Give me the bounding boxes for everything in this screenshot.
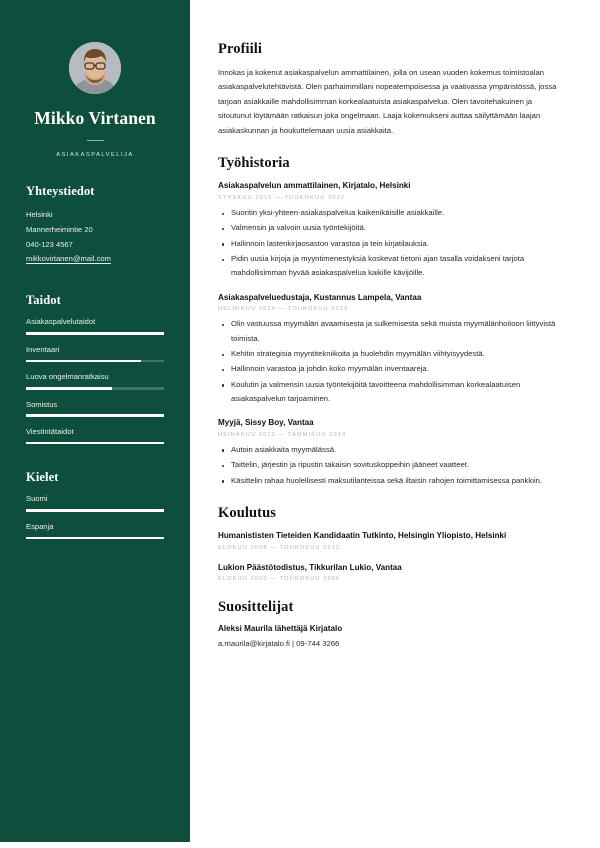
- education-entry: [218, 562, 564, 583]
- work-entry-bullets: [218, 317, 564, 406]
- work-entry-title: Asiakaspalvelun ammattilainen, Kirjatalo, Helsinki: [218, 181, 411, 191]
- profile-photo-icon: [69, 42, 121, 94]
- work-entry-bullets: [218, 206, 564, 281]
- profile-section: [218, 41, 564, 138]
- bullet-item: Valmensin ja valvoin uusia työntekijöitä.: [218, 221, 564, 235]
- reference-contact[interactable]: a.maurila@kirjatalo.fi | 09-744 3266: [218, 639, 340, 649]
- main-content: [190, 0, 600, 848]
- work-entry-title: Myyjä, Sissy Boy, Vantaa: [218, 418, 314, 428]
- skill-bar-track: [26, 414, 164, 417]
- education-entry-title: Humanististen Tieteiden Kandidaatin Tutkinto, Helsingin Yliopisto, Helsinki: [218, 530, 507, 540]
- work-section: [218, 155, 564, 488]
- education-heading: Koulutus: [218, 504, 277, 521]
- work-entry: [218, 292, 564, 407]
- work-heading: Työhistoria: [218, 155, 290, 172]
- education-entry-date: ELOKUU 2000 — TOUKOKUU 2006: [218, 576, 341, 583]
- skills-list: [26, 317, 164, 444]
- language-bar-track: [26, 509, 164, 512]
- name-divider: [87, 140, 104, 141]
- bullet-item: Olin vastuussa myymälän avaamisesta ja sulkemisesta sekä muista myymälänhoitoon liittyvistä toimista.: [218, 317, 564, 346]
- skill-bar-track: [26, 387, 164, 390]
- skill-bar-fill: [26, 442, 164, 445]
- skills-section: [26, 293, 164, 444]
- bullet-item: Autoin asiakkaita myymälässä.: [218, 443, 564, 457]
- languages-section: [26, 470, 164, 539]
- education-entry-date: ELOKUU 2008 — TOUKOKUU 2012: [218, 544, 341, 551]
- bullet-item: Hallinnoin lastenkirjaosaston varastoa ja tein kirjatilauksia.: [218, 237, 564, 251]
- contact-city: Helsinki: [26, 210, 53, 219]
- bullet-item: Taittelin, järjestin ja ripustin takaisin sovituskoppeihin jääneet vaatteet.: [218, 458, 564, 472]
- skill-item: [26, 317, 164, 334]
- language-label: Suomi: [26, 494, 48, 504]
- skill-item: [26, 400, 164, 417]
- skill-bar-track: [26, 442, 164, 445]
- work-entry: [218, 417, 564, 488]
- work-entry-bullets: [218, 443, 564, 488]
- language-bar-fill: [26, 537, 164, 540]
- references-section: [218, 599, 564, 650]
- references-heading: Suosittelijat: [218, 599, 294, 616]
- skill-label: Viestintätaidot: [26, 427, 74, 436]
- bullet-item: Kehitin strategisia myyntitekniikoita ja huolehdin myymälän viihtyisyydestä.: [218, 347, 564, 361]
- profile-heading: Profiili: [218, 41, 263, 57]
- contact-street: Mannerheimintie 20: [26, 224, 93, 234]
- bullet-item: Käsittelin rahaa huolellisesti maksutilanteissa sekä iltaisin rahojen toimittamisessa pankkiin.: [218, 474, 564, 488]
- education-entry-title: Lukion Päästötodistus, Tikkurilan Lukio, Vantaa: [218, 562, 402, 572]
- contact-section: [26, 184, 164, 267]
- full-name: Mikko Virtanen: [34, 108, 156, 128]
- skill-bar-fill: [26, 414, 164, 417]
- sidebar: [0, 0, 190, 842]
- language-label: Espanja: [26, 521, 54, 531]
- skill-item: [26, 372, 164, 389]
- skill-bar-track: [26, 332, 164, 335]
- contact-heading: Yhteystiedot: [26, 184, 95, 198]
- skill-label: Inventaari: [26, 344, 60, 354]
- avatar: [69, 42, 121, 94]
- job-title: ASIAKASPALVELIJA: [56, 152, 134, 158]
- contact-phone[interactable]: 040-123 4567: [26, 239, 73, 249]
- skill-item: [26, 345, 164, 362]
- work-entry-date: SYYSKUU 2015 — TOUKOKUU 2017: [218, 195, 346, 202]
- skill-bar-fill: [26, 360, 141, 363]
- education-entry: [218, 530, 564, 551]
- languages-heading: Kielet: [26, 470, 59, 485]
- education-section: [218, 505, 564, 582]
- language-bar-fill: [26, 509, 164, 512]
- contact-email[interactable]: mikkovirtanen@mail.com: [26, 254, 111, 264]
- skill-label: Luova ongelmanratkaisu: [26, 372, 109, 382]
- bullet-item: Hallinnoin varastoa ja johdin koko myymälän inventaareja.: [218, 362, 564, 376]
- profile-text: Innokas ja kokenut asiakaspalvelun ammattilainen, jolla on usean vuoden kokemus toimistoalan asiakaspalvelutehtävistä. Olen parhaimmillani nopeatempoisessa ja vaativassa ympäristössä, jossa tarjoan asiakkaille mahdollisimman korkealaatuista asiakaspalvelua. Olen tavoitehakuinen ja sitoutunut löytämään ratkaisun joka ongelmaan. Laaja kokemukseni auttaa säilyttämään laajan asiakaskunnan ja houkuttelemaan uusia asiakkaita.: [218, 68, 557, 135]
- skill-bar-fill: [26, 387, 112, 390]
- language-item: [26, 494, 164, 511]
- work-entries: [218, 180, 564, 488]
- work-entry: [218, 180, 564, 280]
- skill-bar-fill: [26, 332, 164, 335]
- reference-name: Aleksi Maurila lähettäjä Kirjatalo: [218, 624, 343, 634]
- skill-bar-track: [26, 360, 164, 363]
- language-bar-track: [26, 537, 164, 540]
- skills-heading: Taidot: [26, 293, 61, 308]
- skill-label: Somistus: [26, 399, 58, 409]
- bullet-item: Suoritin yksi-yhteen-asiakaspalvelua kaikenikäisille asiakkaille.: [218, 206, 564, 220]
- work-entry-title: Asiakaspalveluedustaja, Kustannus Lampela, Vantaa: [218, 292, 422, 302]
- bullet-item: Pidin uusia kirjoja ja myyntimenestyksiä koskevat tietoni ajan tasalla voidakseni tarjota mahdollisimman hyvää asiakaspalvelua kaikille kävijöille.: [218, 252, 564, 281]
- work-entry-date: HEINÄKUU 2012 — TAMMIKUU 2014: [218, 431, 347, 438]
- work-entry-date: HELMIKUU 2014 — TOUKOKUU 2015: [218, 306, 349, 313]
- language-item: [26, 522, 164, 539]
- bullet-item: Koulutin ja valmensin uusia työntekijöitä tavoitteena mahdollisimman korkealaatuisen asiakaspalvelun tarjoaminen.: [218, 378, 564, 407]
- languages-list: [26, 494, 164, 539]
- skill-item: [26, 427, 164, 444]
- education-entries: [218, 530, 564, 582]
- skill-label: Asiakaspalvelutaidot: [26, 317, 96, 327]
